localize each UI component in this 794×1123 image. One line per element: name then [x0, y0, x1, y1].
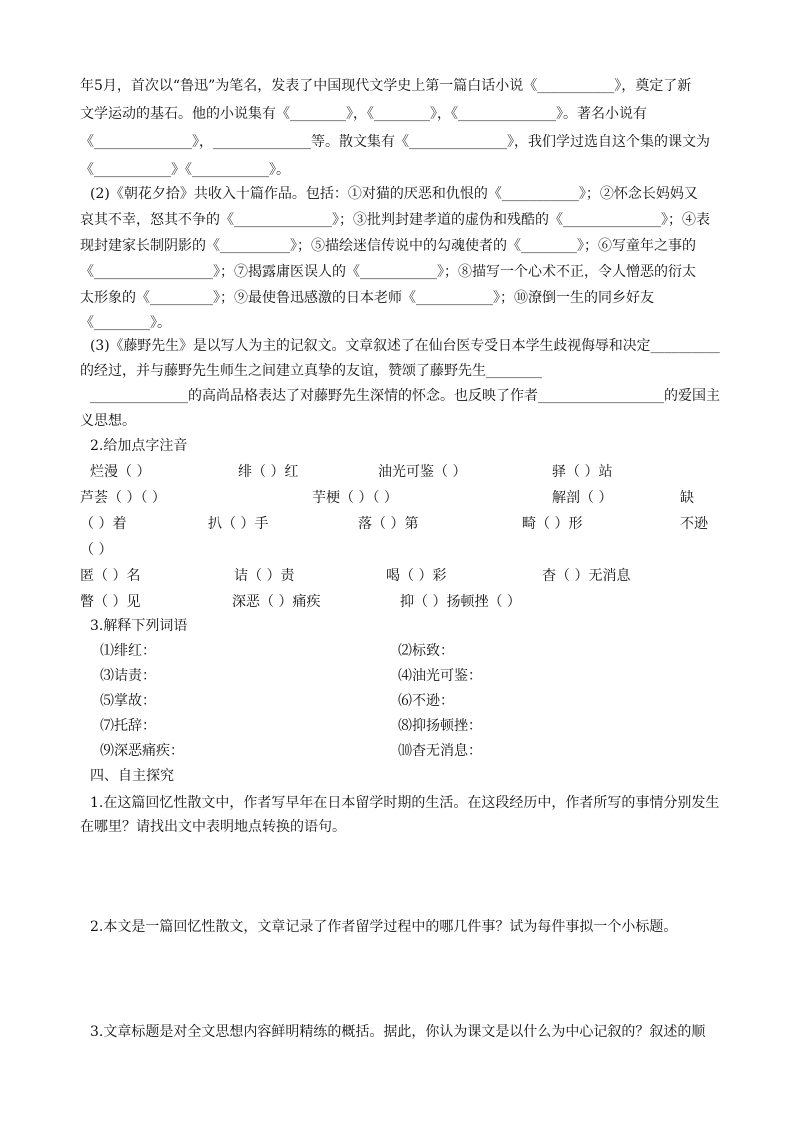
phonetic-item: （ ）着 [80, 516, 127, 532]
vocab-item: ⑸掌故： [100, 693, 156, 709]
phonetic-item: 油光可鉴（ ） [378, 464, 467, 480]
phonetic-item: 诘（ ）责 [234, 568, 295, 584]
phonetic-item: 扒（ ）手 [208, 516, 269, 532]
phonetics-heading: 2.给加点字注音 [90, 438, 188, 454]
phonetic-item: 芦荟（ ）（ ） [80, 490, 166, 506]
phonetic-item: 抑（ ）扬顿挫（ ） [400, 594, 521, 610]
phonetic-item: 畸（ ）形 [522, 516, 583, 532]
q2-line: 太形象的《_________》；⑨最使鲁迅感激的日本老师《___________》；⑩潦倒一生的同乡好友 [80, 290, 654, 306]
phonetic-item: 深恶（ ）痛疾 [232, 594, 321, 610]
vocab-item: ⑴绯红： [100, 643, 156, 659]
vocab-item: ⑶诘责： [100, 668, 156, 684]
vocab-heading: 3.解释下列词语 [90, 618, 188, 634]
section4-q1-line: 在哪里？请找出文中表明地点转换的语句。 [80, 819, 346, 835]
phonetic-item: 喝（ ）彩 [386, 568, 447, 584]
phonetic-item: （ ） [80, 542, 113, 558]
intro-line: 《___________》《___________》。 [80, 162, 290, 178]
q3-line: ______________的高尚品格表达了对藤野先生深情的怀念。也反映了作者__________________的爱国主 [90, 388, 720, 404]
phonetic-item: 芋梗（ ）（ ） [312, 490, 398, 506]
q2-line: (2)《朝花夕拾》共收入十篇作品。包括：①对猫的厌恶和仇恨的《___________》；②怀念长妈妈又 [90, 186, 698, 202]
phonetic-item: 绯（ ）红 [238, 464, 299, 480]
intro-line: 《______________》，______________等。散文集有《______________》，我们学过选自这个集的课文为 [80, 134, 710, 150]
q3-line: 的经过，并与藤野先生师生之间建立真挚的友谊，赞颂了藤野先生________ [80, 363, 542, 379]
vocab-item: ⑼深恶痛疾： [100, 743, 184, 759]
vocab-item: ⑻抑扬顿挫： [398, 718, 482, 734]
q2-line: 《_________________》；⑦揭露庸医误人的《___________》；⑧描写一个心术不正，令人憎恶的衍太 [80, 264, 696, 280]
vocab-item: ⑹不逊： [398, 693, 454, 709]
phonetic-item: 烂漫（ ） [90, 464, 151, 480]
section4-q3: 3.文章标题是对全文思想内容鲜明精练的概括。据此，你认为课文是以什么为中心记叙的？叙述的顺 [90, 1024, 706, 1040]
vocab-item: ⑷油光可鉴： [398, 668, 482, 684]
phonetic-item: 杳（ ）无消息 [542, 568, 631, 584]
phonetic-item: 不逊 [680, 516, 708, 532]
vocab-item: ⑵标致： [398, 643, 454, 659]
phonetic-item: 解剖（ ） [552, 490, 613, 506]
section4-heading: 四、自主探究 [90, 768, 174, 784]
intro-line: 年5月，首次以“鲁迅”为笔名，发表了中国现代文学史上第一篇白话小说《___________》，奠定了新 [80, 78, 692, 94]
q2-line: 哀其不幸，怒其不争的《______________》；③批判封建孝道的虚伪和残酷的《______________》；④表 [80, 212, 710, 228]
section4-q1-line: 1.在这篇回忆性散文中，作者写早年在日本留学时期的生活。在这段经历中，作者所写的事情分别发生 [90, 795, 720, 811]
phonetic-item: 驿（ ）站 [552, 464, 613, 480]
phonetic-item: 缺 [680, 490, 694, 506]
q2-line: 《________》。 [80, 315, 171, 331]
phonetic-item: 瞥（ ）见 [80, 594, 141, 610]
section4-q2: 2.本文是一篇回忆性散文，文章记录了作者留学过程中的哪几件事？试为每件事拟一个小标题。 [90, 919, 678, 935]
vocab-item: ⑽杳无消息： [398, 743, 482, 759]
phonetic-item: 匿（ ）名 [80, 568, 141, 584]
intro-line: 文学运动的基石。他的小说集有《________》，《________》，《______________》。著名小说有 [80, 106, 647, 122]
q3-line: 义思想。 [80, 413, 136, 429]
q3-line: (3)《藤野先生》是以写人为主的记叙文。文章叙述了在仙台医专受日本学生歧视侮辱和决定__________ [90, 338, 720, 354]
vocab-item: ⑺托辞： [100, 718, 156, 734]
q2-line: 现封建家长制阴影的《__________》；⑤描绘迷信传说中的勾魂使者的《________》；⑥写童年之事的 [80, 238, 696, 254]
phonetic-item: 落（ ）第 [358, 516, 419, 532]
